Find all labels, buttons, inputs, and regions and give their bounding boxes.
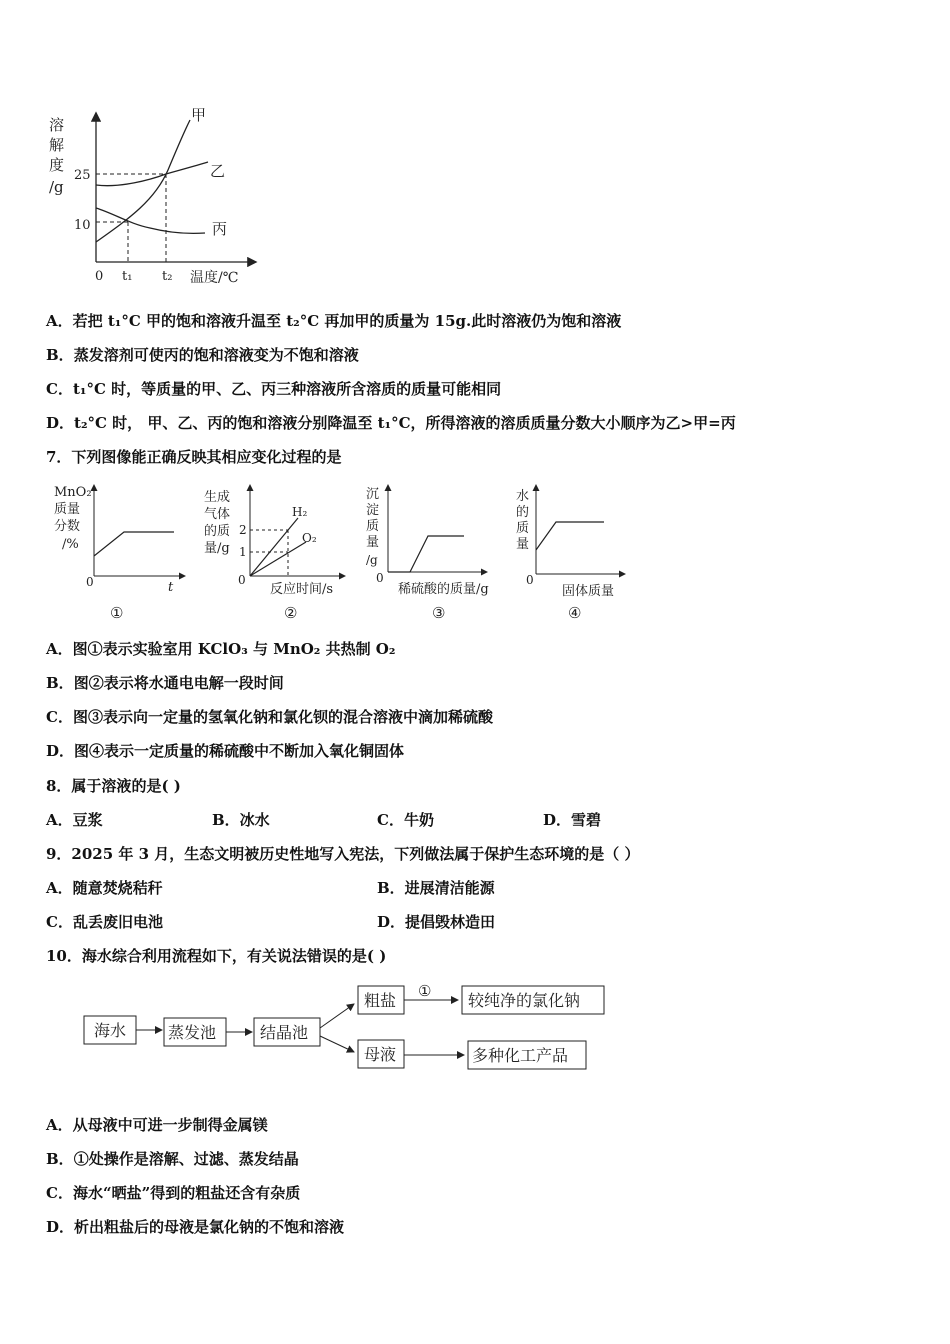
f1-ylabel-line: 分数 [54, 519, 81, 534]
f2-ylabel-line: 气体 [204, 507, 231, 522]
y-axis-label-char: 溶 [49, 116, 65, 134]
q10-option-d[interactable]: D．析出粗盐后的母液是氯化钠的不饱和溶液 [46, 1218, 345, 1236]
box-chem-label: 多种化工产品 [472, 1046, 569, 1065]
q9-option-b[interactable]: B．进展清洁能源 [377, 879, 495, 897]
q9-stem: 9．2025 年 3 月，生态文明被历史性地写入宪法，下列做法属于保护生态环境的是（ ） [46, 845, 640, 863]
q10-option-a[interactable]: A．从母液中可进一步制得金属镁 [46, 1116, 268, 1134]
q6-option-b[interactable]: B．蒸发溶剂可使丙的饱和溶液变为不饱和溶液 [46, 346, 359, 364]
f4-curve [536, 522, 604, 550]
curve-label-yi: 乙 [210, 162, 226, 180]
q7-option-a[interactable]: A．图①表示实验室用 KClO₃ 与 MnO₂ 共热制 O₂ [46, 640, 396, 658]
f1-curve [94, 532, 174, 556]
q9-option-a[interactable]: A．随意焚烧秸秆 [46, 879, 163, 897]
box-crystal-label: 结晶池 [260, 1023, 309, 1042]
box-evap-label: 蒸发池 [168, 1023, 217, 1042]
box-crude-label: 粗盐 [364, 991, 397, 1010]
y-tick-25: 25 [74, 168, 91, 183]
q10-option-c[interactable]: C．海水“晒盐”得到的粗盐还含有杂质 [46, 1184, 301, 1202]
f2-ylabel-line: 的质 [204, 524, 231, 539]
f3-ylabel-line: 量 [366, 535, 380, 550]
q6-option-c[interactable]: C．t₁°C 时，等质量的甲、乙、丙三种溶液所含溶质的质量可能相同 [46, 380, 502, 398]
f4-ylabel-line: 量 [516, 537, 530, 552]
arrow [320, 1036, 354, 1052]
x-tick-t2: t₂ [162, 269, 173, 284]
f1-xlabel: t [168, 580, 174, 595]
seawater-flow-diagram [80, 978, 610, 1078]
f2-line-o2 [250, 542, 306, 576]
q6-option-a[interactable]: A．若把 t₁°C 甲的饱和溶液升温至 t₂°C 再加甲的质量为 15g.此时溶液仍为饱和溶液 [46, 312, 622, 330]
x-tick-t1: t₁ [122, 269, 133, 284]
f3-ylabel-line: 沉 [366, 487, 380, 502]
f2-number: ② [284, 604, 298, 622]
f1-origin: 0 [86, 575, 94, 589]
q9-option-d[interactable]: D．提倡毁林造田 [377, 913, 496, 931]
q8-option-c[interactable]: C．牛奶 [377, 811, 434, 829]
box-mother-label: 母液 [364, 1045, 397, 1064]
f3-ylabel-line: 淀 [366, 503, 380, 518]
f4-origin: 0 [526, 573, 534, 587]
q7-figure-3 [362, 478, 508, 624]
y-axis-label-char: 解 [49, 136, 65, 154]
q10-stem: 10．海水综合利用流程如下，有关说法错误的是( ) [46, 947, 387, 965]
q9-option-c[interactable]: C．乱丢废旧电池 [46, 913, 163, 931]
f4-ylabel-line: 水 [516, 489, 530, 504]
f2-xlabel: 反应时间/s [270, 582, 334, 597]
f1-ylabel-line: MnO₂ [54, 485, 92, 500]
solubility-graph [40, 100, 270, 290]
y-axis-label-char: /g [49, 178, 64, 196]
f4-ylabel-line: 质 [516, 521, 530, 536]
q8-stem: 8．属于溶液的是( ) [46, 777, 181, 795]
q8-option-a[interactable]: A．豆浆 [46, 811, 103, 829]
box-seawater-label: 海水 [94, 1021, 127, 1040]
f4-number: ④ [568, 604, 582, 622]
q7-option-b[interactable]: B．图②表示将水通电电解一段时间 [46, 674, 284, 692]
f2-ylabel-line: 生成 [204, 490, 231, 505]
f2-label-h2: H₂ [292, 505, 308, 519]
arrow [320, 1004, 354, 1028]
q8-option-b[interactable]: B．冰水 [212, 811, 270, 829]
f3-origin: 0 [376, 571, 384, 585]
step-marker: ① [418, 982, 432, 1000]
f3-ylabel-line: /g [366, 553, 378, 567]
f3-curve [388, 536, 464, 572]
f2-tick-2: 2 [239, 523, 247, 537]
curve-label-bing: 丙 [212, 220, 228, 238]
q6-option-d[interactable]: D．t₂°C 时， 甲、乙、丙的饱和溶液分别降温至 t₁°C，所得溶液的溶质质量分数大小顺序为乙>甲=丙 [46, 414, 736, 432]
q7-figure-1 [50, 478, 190, 624]
x-axis-label: 温度/℃ [190, 270, 239, 286]
q8-option-d[interactable]: D．雪碧 [543, 811, 602, 829]
f4-xlabel: 固体质量 [562, 584, 615, 599]
f1-number: ① [110, 604, 124, 622]
box-pure-label: 较纯净的氯化钠 [468, 991, 581, 1010]
y-tick-10: 10 [74, 218, 91, 233]
f3-number: ③ [432, 604, 446, 622]
q7-figure-2 [202, 478, 350, 624]
f1-ylabel-line: /% [62, 537, 79, 552]
q7-option-d[interactable]: D．图④表示一定质量的稀硫酸中不断加入氧化铜固体 [46, 742, 405, 760]
f2-tick-1: 1 [239, 545, 247, 559]
f3-ylabel-line: 质 [366, 519, 380, 534]
f2-label-o2: O₂ [302, 531, 317, 545]
q7-figure-4 [512, 478, 642, 624]
f2-origin: 0 [238, 573, 246, 587]
f1-ylabel-line: 质量 [54, 502, 81, 517]
curve-label-jia: 甲 [191, 106, 207, 124]
q7-stem: 7．下列图像能正确反映其相应变化过程的是 [46, 448, 342, 466]
f2-line-h2 [250, 518, 298, 576]
f2-ylabel-line: 量/g [204, 541, 230, 556]
x-tick-0: 0 [95, 269, 104, 284]
q7-option-c[interactable]: C．图③表示向一定量的氢氧化钠和氯化钡的混合溶液中滴加稀硫酸 [46, 708, 493, 726]
y-axis-label-char: 度 [49, 156, 65, 174]
f3-xlabel: 稀硫酸的质量/g [398, 582, 489, 597]
q10-option-b[interactable]: B．①处操作是溶解、过滤、蒸发结晶 [46, 1150, 299, 1168]
f4-ylabel-line: 的 [516, 505, 530, 520]
